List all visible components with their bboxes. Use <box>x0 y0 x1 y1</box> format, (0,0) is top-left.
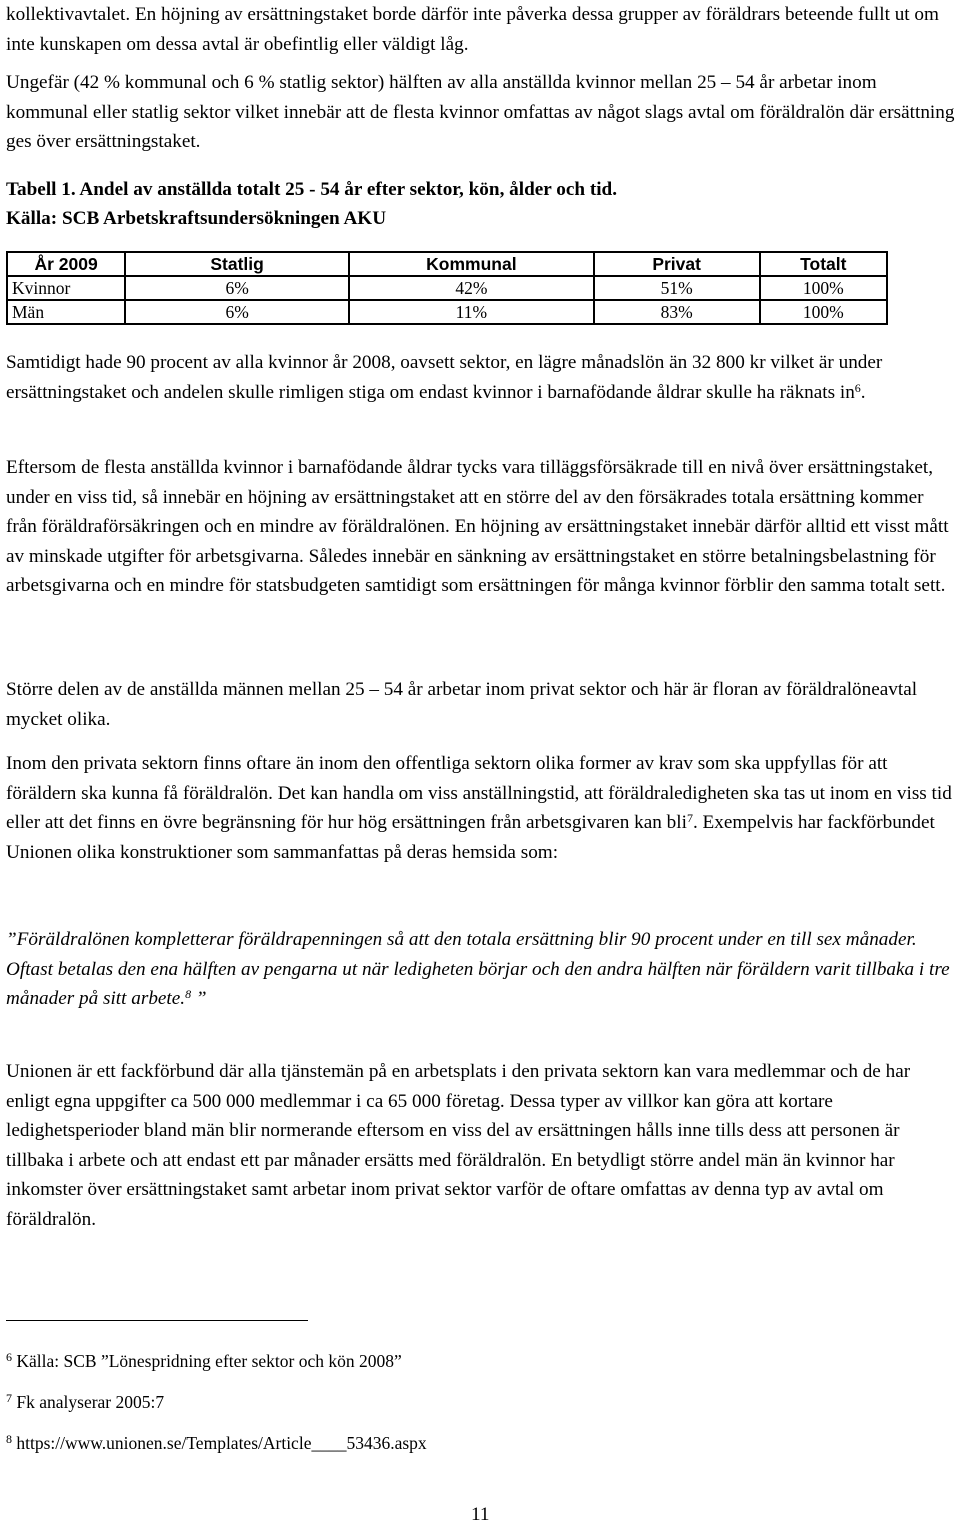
table-cell: 11% <box>349 300 594 324</box>
table-cell: 100% <box>760 300 887 324</box>
table-row <box>7 276 887 300</box>
table-header-cell: Privat <box>594 252 760 276</box>
quote-unionen: ”Föräldralönen kompletterar föräldrapenningen så att den totala ersättning blir 90 procent under en till sex månader. Oftast betalas den ena hälften av pengarna ut när ledigheten börjar och den andra hälften när föräldern varit tillbaka i tre månader på sitt arbete.$^8$ ” <box>6 929 950 1009</box>
table-source: Källa: SCB Arbetskraftsundersökningen AKU <box>6 208 387 229</box>
table-cell: Kvinnor <box>7 276 125 300</box>
table-cell: 6% <box>125 300 349 324</box>
footnote-number: 7 <box>6 1391 12 1405</box>
table-row <box>7 300 887 324</box>
page-number: 11 <box>471 1504 490 1525</box>
footnote-number: 6 <box>6 1350 12 1364</box>
footnote-6: $^6$ Källa: SCB ”Lönespridning efter sektor och kön 2008” <box>6 1350 402 1371</box>
paragraph-men: Större delen av de anställda männen mellan 25 – 54 år arbetar inom privat sektor och här är floran av föräldralöneavtal mycket olika. <box>6 679 918 730</box>
footnote-ref[interactable]: 6 <box>854 380 861 395</box>
table-header-cell: Kommunal <box>349 252 594 276</box>
table-cell: 6% <box>125 276 349 300</box>
table-header-cell: Totalt <box>760 252 887 276</box>
paragraph-private-sector: Inom den privata sektorn finns oftare än inom den offentliga sektorn olika former av krav som ska uppfyllas för att föräldern ska kunna få föräldralön. Det kan handla om viss anställningstid, att föräldraledigheten ska tas ut inom en viss tid eller att det finns en övre begränsning för hur hög ersättningen från arbetsgivaren kan bli$^7$. Exempelvis har fackförbundet Unionen olika konstruktioner som sammanfattas på deras hemsida som: <box>6 753 952 863</box>
table-header-cell: År 2009 <box>7 252 125 276</box>
footnote-number: 8 <box>6 1432 12 1446</box>
paragraph-top: kollektivavtalet. En höjning av ersättningstaket borde därför inte påverka dessa grupper av föräldrars beteende fullt ut om inte kunskapen om dessa avtal är obefintlig eller väldigt låg. <box>6 4 939 55</box>
footnote-ref[interactable]: 7 <box>686 811 693 825</box>
footnote-ref[interactable]: 8 <box>185 987 192 1001</box>
footnote-7: $^7$ Fk analyserar 2005:7 <box>6 1391 165 1412</box>
table-header-row <box>7 252 887 276</box>
table-title: Tabell 1. Andel av anställda totalt 25 - 54 år efter sektor, kön, ålder och tid. <box>6 179 618 200</box>
footnote-link[interactable]: https://www.unionen.se/Templates/Article____53436.aspx <box>16 1433 427 1453</box>
paragraph-unionen: Unionen är ett fackförbund där alla tjänstemän på en arbetsplats i den privata sektorn kan vara medlemmar och de har enligt egna uppgifter ca 500 000 medlemmar i ca 65 000 företag. Dessa typer av villkor kan göra att kortare ledighetsperioder bland män blir normerande eftersom en viss del av ersättningen hålls inne tills dess att personen är tillbaka i arbete och att endast ett par månader ersätts med föräldralön. En betydligt större andel män än kvinnor har inkomster över ersättningstaket samt arbetar inom privat sektor varför de oftare omfattas av denna typ av avtal om föräldralön. <box>6 1061 911 1230</box>
footnote-8 <box>6 1432 427 1454</box>
table-cell: Män <box>7 300 125 324</box>
table-header-cell: Statlig <box>125 252 349 276</box>
paragraph-salary: Samtidigt hade 90 procent av alla kvinnor år 2008, oavsett sektor, en lägre månadslön än 32 800 kr vilket är under ersättningstaket och andelen skulle rimligen stiga om endast kvinnor i barnafödande åldrar skulle ha räknats $in^6$. <box>6 352 883 403</box>
footnote-divider <box>6 1320 308 1321</box>
paragraph-insurance: Eftersom de flesta anställda kvinnor i barnafödande åldrar tycks vara tilläggsförsäkrade till en nivå över ersättningstaket, under en viss tid, så innebär en höjning av ersättningstaket att en större del av den försäkrades totala ersättning kommer från föräldraförsäkringen och en mindre av föräldralönen. En höjning av ersättningstaket innebär därför alltid ett visst mått av minskade utgifter för arbetsgivarna. Således innebär en sänkning av ersättningstaket en större betalningsbelastning för arbetsgivarna och en mindre för statsbudgeten samtidigt som ersättningen för många kvinnor förblir den samma totalt sett. <box>6 457 949 596</box>
table-cell: 51% <box>594 276 760 300</box>
table-cell: 100% <box>760 276 887 300</box>
sector-table <box>6 251 888 325</box>
table-cell: 42% <box>349 276 594 300</box>
paragraph-sector-share: Ungefär (42 % kommunal och 6 % statlig sektor) hälften av alla anställda kvinnor mellan 25 – 54 år arbetar inom kommunal eller statlig sektor vilket innebär att de flesta kvinnor omfattas av något slags avtal om föräldralön där ersättning ges över ersättningstaket. <box>6 72 955 152</box>
table-cell: 83% <box>594 300 760 324</box>
